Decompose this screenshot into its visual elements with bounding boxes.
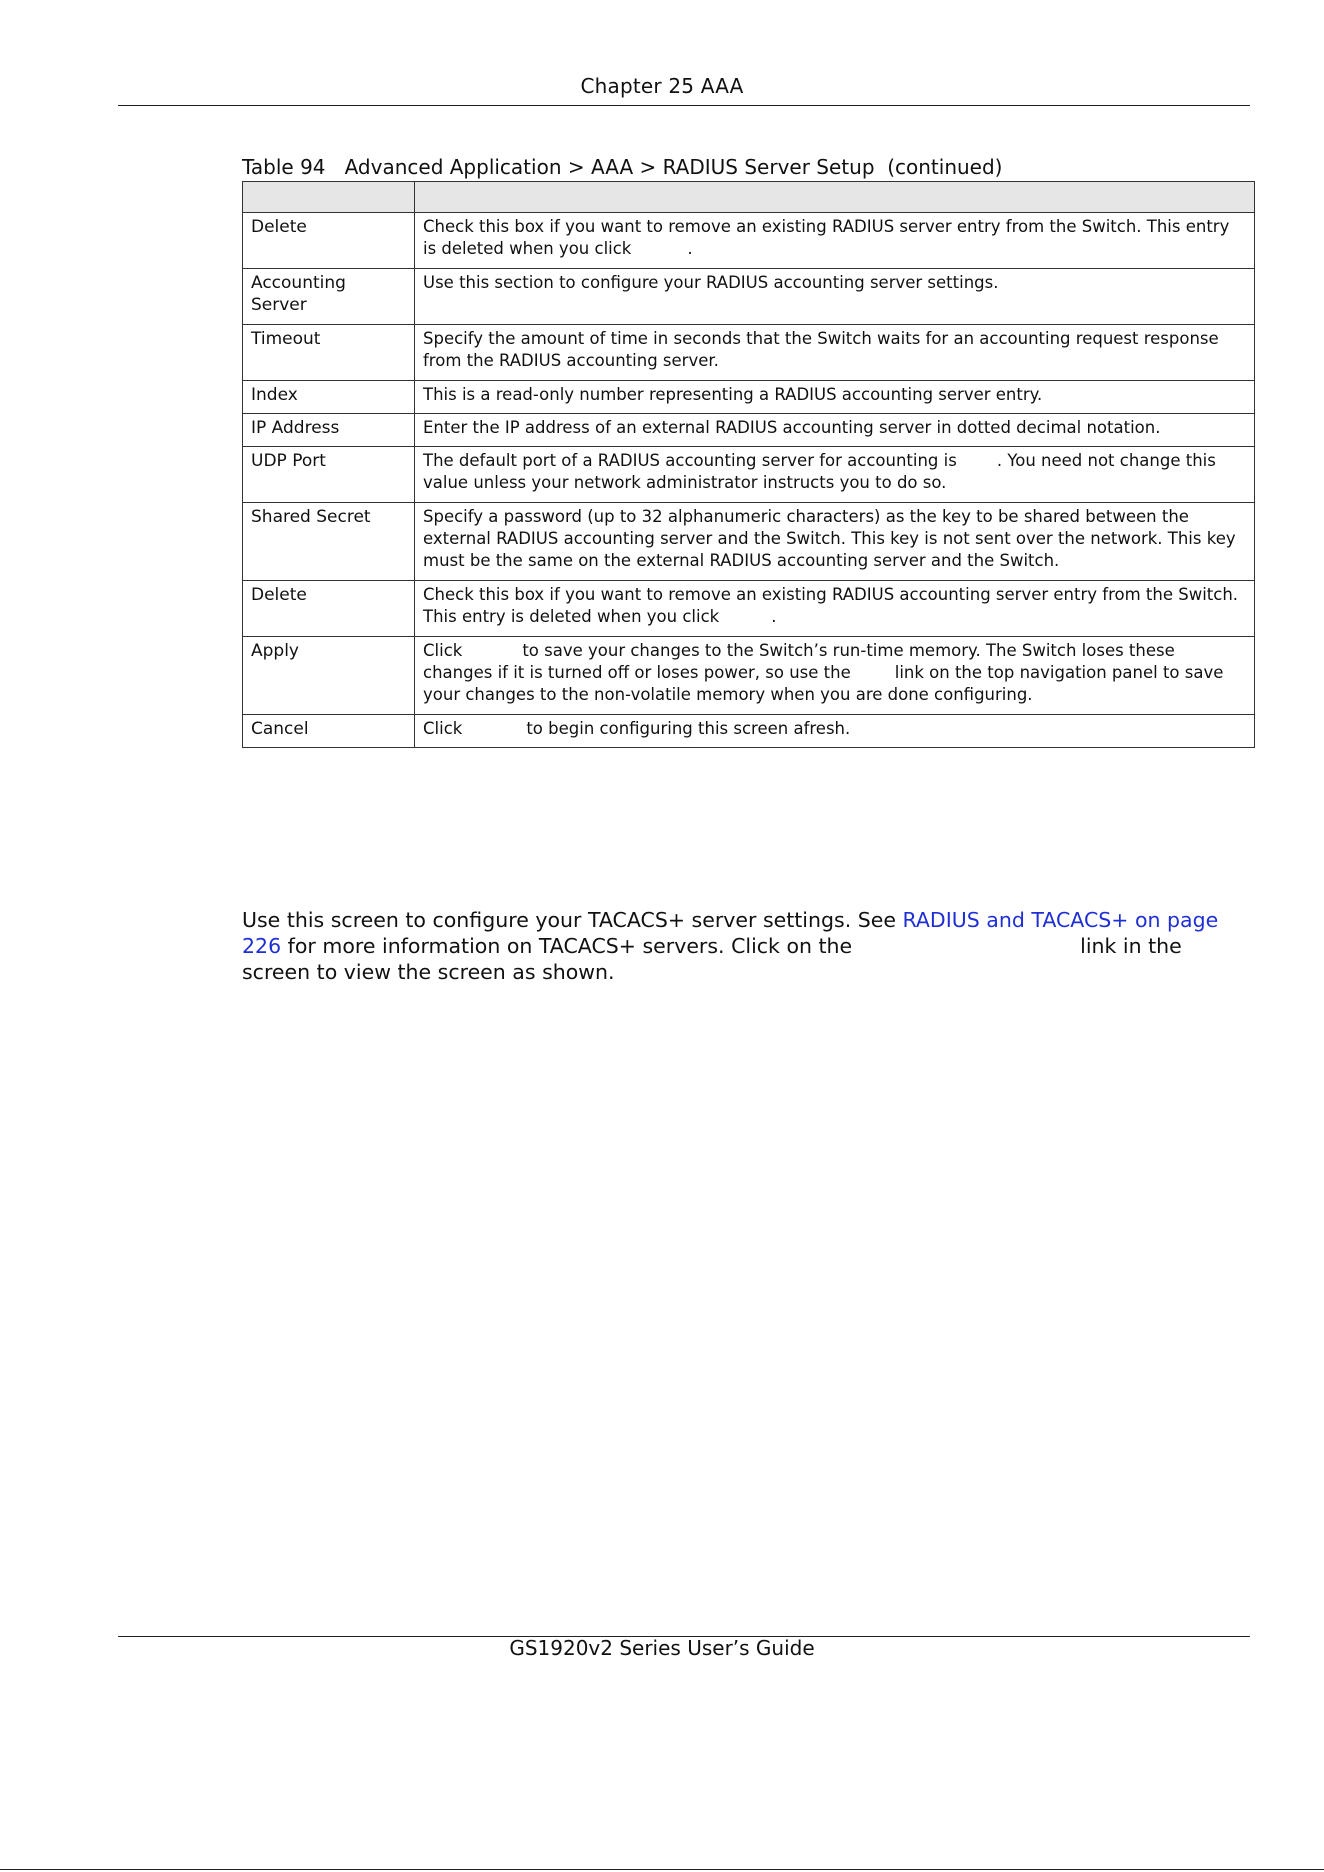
- table-row: [243, 213, 1255, 269]
- row-label: Delete: [243, 213, 415, 269]
- table-row: [243, 325, 1255, 381]
- row-label: UDP Port: [243, 447, 415, 503]
- guide-title: GS1920v2 Series User’s Guide: [509, 1636, 815, 1660]
- chapter-title: Chapter 25 AAA: [580, 74, 744, 98]
- tacacs-intro-paragraph: Use this screen to configure your TACACS+ server settings. See RADIUS and TACACS+ on page 226 for more information on TACACS+ servers. Click on the link in thescreen to view the screen as shown.: [242, 908, 1219, 984]
- row-description: Specify the amount of time in seconds that the Switch waits for an accounting request response from the RADIUS accounting server.: [415, 325, 1255, 381]
- table-row: [243, 447, 1255, 503]
- row-label: Apply: [243, 637, 415, 715]
- table-row: [243, 715, 1255, 748]
- header-label-cell: [243, 182, 415, 213]
- row-label: IP Address: [243, 414, 415, 447]
- row-description: The default port of a RADIUS accounting server for accounting is . You need not change this value unless your network administrator instructs you to do so.: [415, 447, 1255, 503]
- radius-server-setup-table: [242, 181, 1255, 748]
- table-header-row: [243, 182, 1255, 213]
- row-label: Delete: [243, 581, 415, 637]
- row-description: This is a read-only number representing a RADIUS accounting server entry.: [415, 381, 1255, 414]
- row-description: Specify a password (up to 32 alphanumeric characters) as the key to be shared between the external RADIUS accounting server and the Switch. This key is not sent over the network. This key must be the same on the external RADIUS accounting server and the Switch.: [415, 503, 1255, 581]
- row-label: Shared Secret: [243, 503, 415, 581]
- page-bottom-edge: [0, 1869, 1324, 1870]
- row-label: Cancel: [243, 715, 415, 748]
- table-row: [243, 637, 1255, 715]
- radius-tacacs-link[interactable]: RADIUS and TACACS+ on page 226: [242, 908, 1219, 958]
- table-row: [243, 414, 1255, 447]
- row-label: Index: [243, 381, 415, 414]
- header-divider: [118, 105, 1250, 106]
- row-description: Check this box if you want to remove an existing RADIUS accounting server entry from the Switch. This entry is deleted when you click .: [415, 581, 1255, 637]
- table-row: [243, 581, 1255, 637]
- row-description: Use this section to configure your RADIUS accounting server settings.: [415, 269, 1255, 325]
- row-description: Click to begin configuring this screen afresh.: [415, 715, 1255, 748]
- table-caption: Table 94 Advanced Application > AAA > RADIUS Server Setup (continued): [242, 155, 1003, 179]
- row-description: Enter the IP address of an external RADIUS accounting server in dotted decimal notation.: [415, 414, 1255, 447]
- row-label: Timeout: [243, 325, 415, 381]
- table-row: [243, 269, 1255, 325]
- table-row: [243, 381, 1255, 414]
- row-label: Accounting Server: [243, 269, 415, 325]
- table-row: [243, 503, 1255, 581]
- row-description: Click to save your changes to the Switch’s run-time memory. The Switch loses these changes if it is turned off or loses power, so use the link on the top navigation panel to save your changes to the non-volatile memory when you are done configuring.: [415, 637, 1255, 715]
- row-description: Check this box if you want to remove an existing RADIUS server entry from the Switch. This entry is deleted when you click .: [415, 213, 1255, 269]
- header-description-cell: [415, 182, 1255, 213]
